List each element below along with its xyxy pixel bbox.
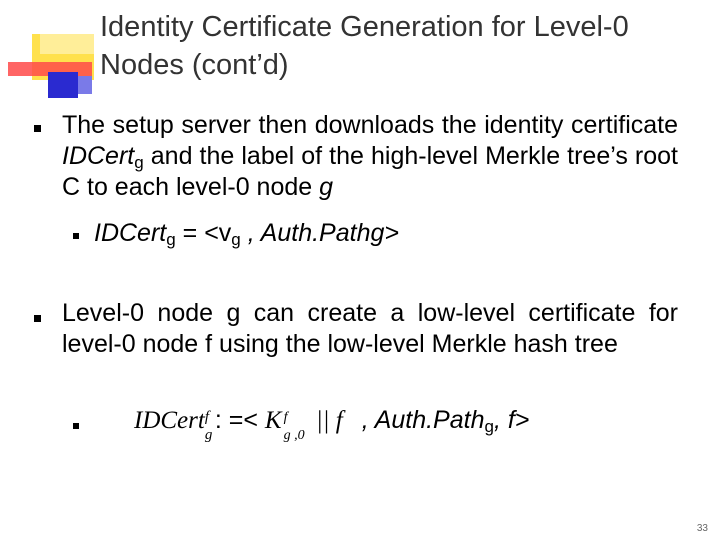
- blue-square-light: [78, 76, 92, 94]
- sub-bullet-marker-1: [73, 233, 79, 239]
- bullet-marker-1: [34, 125, 41, 132]
- bullet-2-text: Level-0 node g can create a low-level certificate for level-0 node f using the low-level Merkle hash tree: [62, 299, 678, 358]
- idcert-term: IDCert: [62, 142, 135, 170]
- title-line-1: Identity Certificate Generation for Level-0: [100, 11, 629, 43]
- title-line-2: Nodes (cont’d): [100, 49, 289, 81]
- decorative-squares: [0, 0, 110, 110]
- blue-square: [48, 72, 78, 98]
- idcert-subscript: g: [134, 153, 144, 172]
- yellow-square-fade: [40, 34, 94, 54]
- bullet-1-text: The setup server then downloads the identity certificate IDCert$_g$ and the label of the high-level Merkle tree’s root C to each level-0 node g: [62, 111, 678, 201]
- sub-bullet-marker-2: [73, 423, 79, 429]
- slide-number: 33: [696, 523, 708, 534]
- bullet-marker-2: [34, 315, 41, 322]
- sub-bullet-1-formula: IDCert$_g$ = $<v_g$ , Auth.Pathg>: [94, 219, 399, 249]
- slide-title: [100, 8, 700, 84]
- node-g: g: [319, 173, 334, 201]
- sub-bullet-2-formula: IDCert f g : =< K f g ,0 || f , Auth.Path$_g$, f>: [134, 406, 530, 443]
